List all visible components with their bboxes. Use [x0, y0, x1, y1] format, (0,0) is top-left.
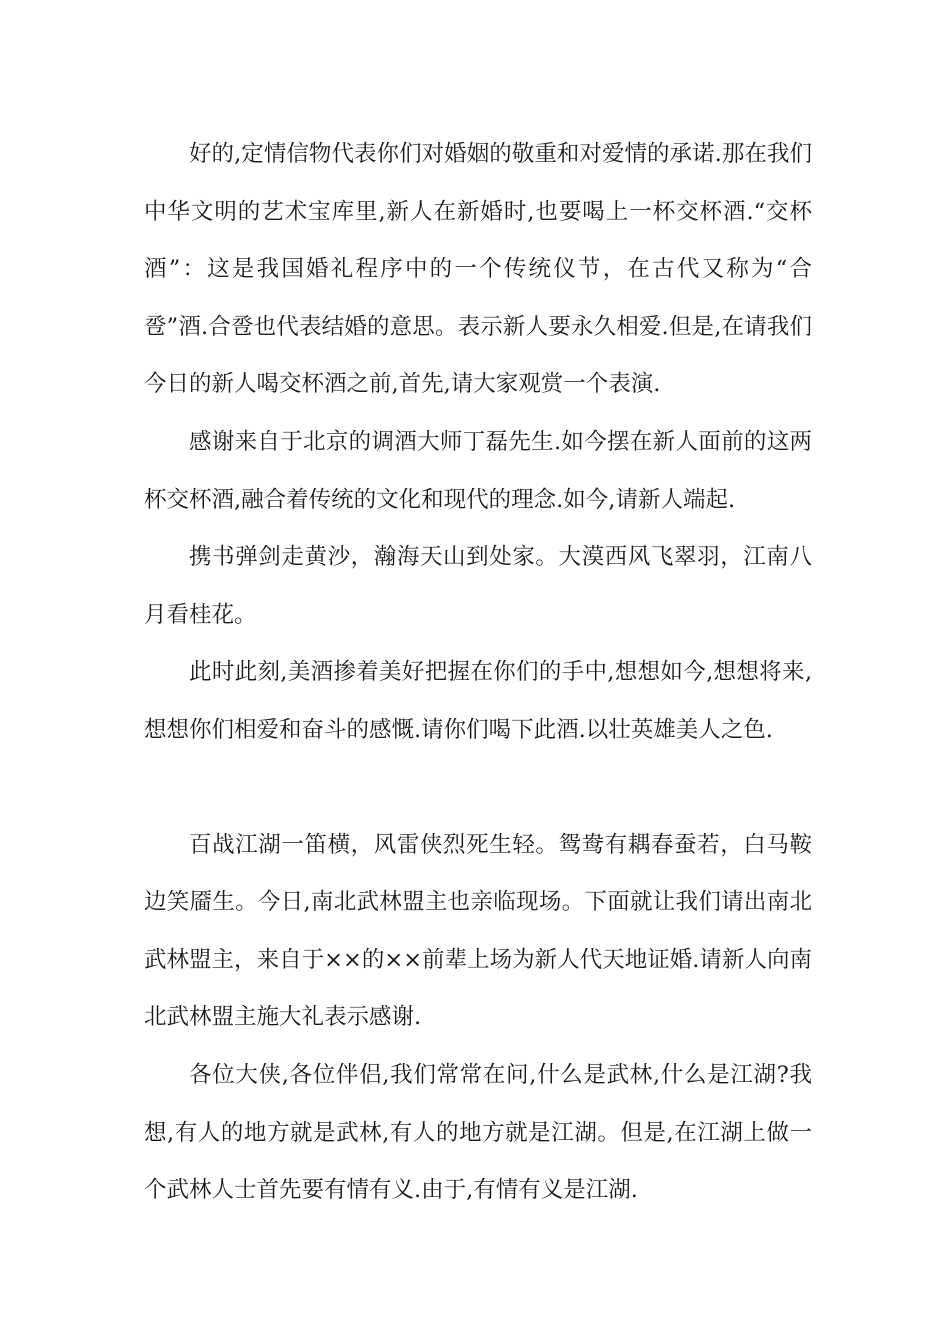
- document-body: [144, 126, 812, 1220]
- paragraph-martial-witness: 百战江湖一笛横，风雷侠烈死生轻。鸳鸯有耦春蚕若，白马鞍边笑靥生。今日,南北武林盟主也亲临现场。下面就让我们请出南北武林盟主，来自于××的××前辈上场为新人代天地证婚.请新人向南北武林盟主施大礼表示感谢.: [144, 831, 812, 1031]
- paragraph-poem-desert: 携书弹剑走黄沙，瀚海天山到处家。大漠西风飞翠羽，江南八月看桂花。: [144, 544, 812, 628]
- paragraph-drink-toast: 此时此刻,美酒掺着美好把握在你们的手中,想想如今,想想将来,想想你们相爱和奋斗的感慨.请你们喝下此酒.以壮英雄美人之色.: [144, 659, 812, 743]
- paragraph-bartender-thanks: 感谢来自于北京的调酒大师丁磊先生.如今摆在新人面前的这两杯交杯酒,融合着传统的文化和现代的理念.如今,请新人端起.: [144, 428, 812, 513]
- paragraph-spacer: [144, 760, 812, 817]
- paragraph-wine-ceremony: 好的,定情信物代表你们对婚姻的敬重和对爱情的承诺.那在我们中华文明的艺术宝库里,新人在新婚时,也要喝上一杯交杯酒.“交杯酒”：这是我国婚礼程序中的一个传统仪节，在古代又称为“合卺”酒.合卺也代表结婚的意思。表示新人要永久相爱.但是,在请我们今日的新人喝交杯酒之前,首先,请大家观赏一个表演.: [144, 141, 812, 398]
- paragraph-jianghu: 各位大侠,各位伴侣,我们常常在问,什么是武林,什么是江湖?我想,有人的地方就是武林,有人的地方就是江湖。但是,在江湖上做一个武林人士首先要有情有义.由于,有情有义是江湖.: [144, 1061, 812, 1204]
